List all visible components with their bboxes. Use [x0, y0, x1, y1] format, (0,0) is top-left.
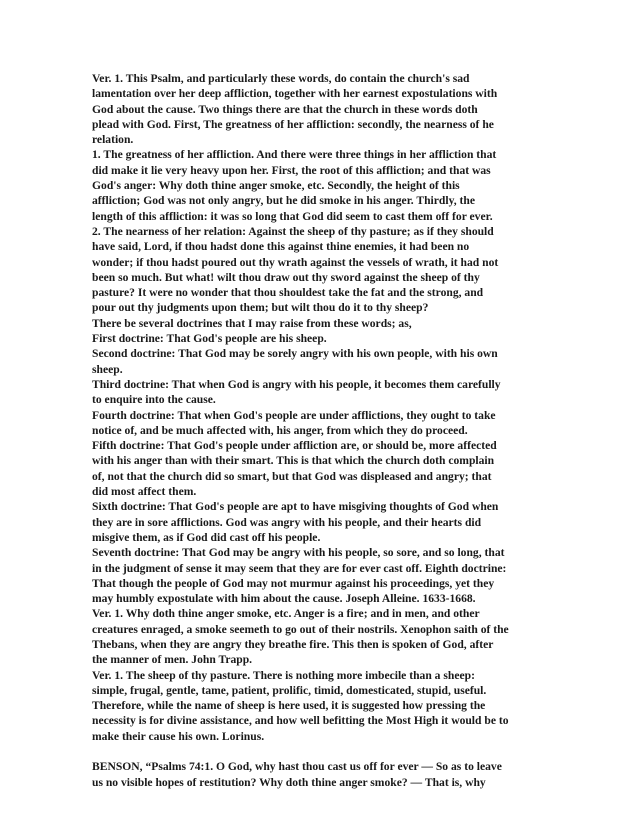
text-line: simple, frugal, gentle, tame, patient, prolific, timid, domesticated, stupid, useful. — [92, 683, 487, 697]
text-line: Ver. 1. The sheep of thy pasture. There is nothing more imbecile than a sheep: — [92, 668, 475, 682]
text-line: lamentation over her deep affliction, together with her earnest expostulations with — [92, 87, 498, 101]
commentary-paragraph — [92, 71, 562, 744]
text-line: they are in sore afflictions. God was angry with his people, and their hearts did — [92, 515, 482, 529]
text-line: notice of, and be much affected with, his anger, from which they do proceed. — [92, 423, 468, 437]
text-line: plead with God. First, The greatness of her affliction: secondly, the nearness of he — [92, 117, 494, 131]
text-line: with his anger than with their smart. This is that which the church doth complain — [92, 454, 495, 468]
text-line: Fourth doctrine: That when God's people are under afflictions, they ought to take — [92, 408, 496, 422]
text-line: of, not that the church did so smart, but that God was displeased and angry; that — [92, 469, 492, 483]
text-line: may humbly expostulate with him about the cause. Joseph Alleine. 1633-1668. — [92, 592, 476, 606]
text-line: God about the cause. Two things there are that the church in these words doth — [92, 102, 478, 116]
text-line: the manner of men. John Trapp. — [92, 653, 253, 667]
text-line: us no visible hopes of restitution? Why doth thine anger smoke? — That is, why — [92, 775, 486, 789]
text-line: Ver. 1. This Psalm, and particularly these words, do contain the church's sad — [92, 72, 470, 85]
text-line: Ver. 1. Why doth thine anger smoke, etc. Anger is a fire; and in men, and other — [92, 607, 480, 621]
text-line: creatures enraged, a smoke seemeth to go out of their nostrils. Xenophon saith of the — [92, 622, 509, 636]
text-line: did make it lie very heavy upon her. First, the root of this affliction; and that was — [92, 163, 491, 177]
text-line: Fifth doctrine: That God's people under affliction are, or should be, more affected — [92, 439, 497, 453]
paragraph-gap — [92, 744, 562, 759]
text-line: make their cause his own. Lorinus. — [92, 729, 265, 743]
text-line: misgive them, as if God did cast off his people. — [92, 530, 321, 544]
text-line: There be several doctrines that I may raise from these words; as, — [92, 316, 412, 330]
text-line: have said, Lord, if thou hadst done this against thine enemies, it had been no — [92, 240, 470, 254]
text-line: pasture? It were no wonder that thou shouldest take the fat and the strong, and — [92, 286, 484, 300]
text-line: pour out thy judgments upon them; but wilt thou do it to thy sheep? — [92, 301, 429, 315]
text-line: did most affect them. — [92, 485, 197, 499]
text-line: 2. The nearness of her relation: Against the sheep of thy pasture; as if they should — [92, 224, 494, 238]
text-line: First doctrine: That God's people are his sheep. — [92, 332, 327, 346]
text-line: That though the people of God may not murmur against his proceedings, yet they — [92, 576, 495, 590]
text-line: length of this affliction: it was so long that God did seem to cast them off for ever. — [92, 209, 493, 223]
text-line: Seventh doctrine: That God may be angry with his people, so sore, and so long, that — [92, 546, 505, 560]
text-line: BENSON, “Psalms 74:1. O God, why hast thou cast us off for ever — So as to leave — [92, 760, 502, 774]
text-line: Thebans, when they are angry they breathe fire. This then is spoken of God, after — [92, 637, 494, 651]
benson-paragraph — [92, 759, 562, 790]
text-line: relation. — [92, 133, 134, 147]
text-line: in the judgment of sense it may seem that they are for ever cast off. Eighth doctrine: — [92, 561, 507, 575]
text-line: Sixth doctrine: That God's people are apt to have misgiving thoughts of God when — [92, 500, 499, 514]
text-line: been so much. But what! wilt thou draw out thy sword against the sheep of thy — [92, 270, 480, 284]
text-line: Second doctrine: That God may be sorely angry with his own people, with his own — [92, 347, 498, 361]
text-line: necessity is for divine assistance, and how well befitting the Most High it would be to — [92, 714, 509, 728]
text-line: affliction; God was not only angry, but he did smoke in his anger. Thirdly, the — [92, 194, 475, 208]
text-line: God's anger: Why doth thine anger smoke, etc. Secondly, the height of this — [92, 179, 460, 193]
text-line: Third doctrine: That when God is angry with his people, it becomes them carefully — [92, 377, 501, 391]
text-line: sheep. — [92, 362, 123, 376]
text-line: to enquire into the cause. — [92, 393, 216, 407]
commentary-text — [92, 71, 562, 790]
text-line: wonder; if thou hadst poured out thy wrath against the vessels of wrath, it had not — [92, 255, 499, 269]
text-line: 1. The greatness of her affliction. And there were three things in her affliction that — [92, 148, 497, 162]
text-line: Therefore, while the name of sheep is here used, it is suggested how pressing the — [92, 699, 486, 713]
